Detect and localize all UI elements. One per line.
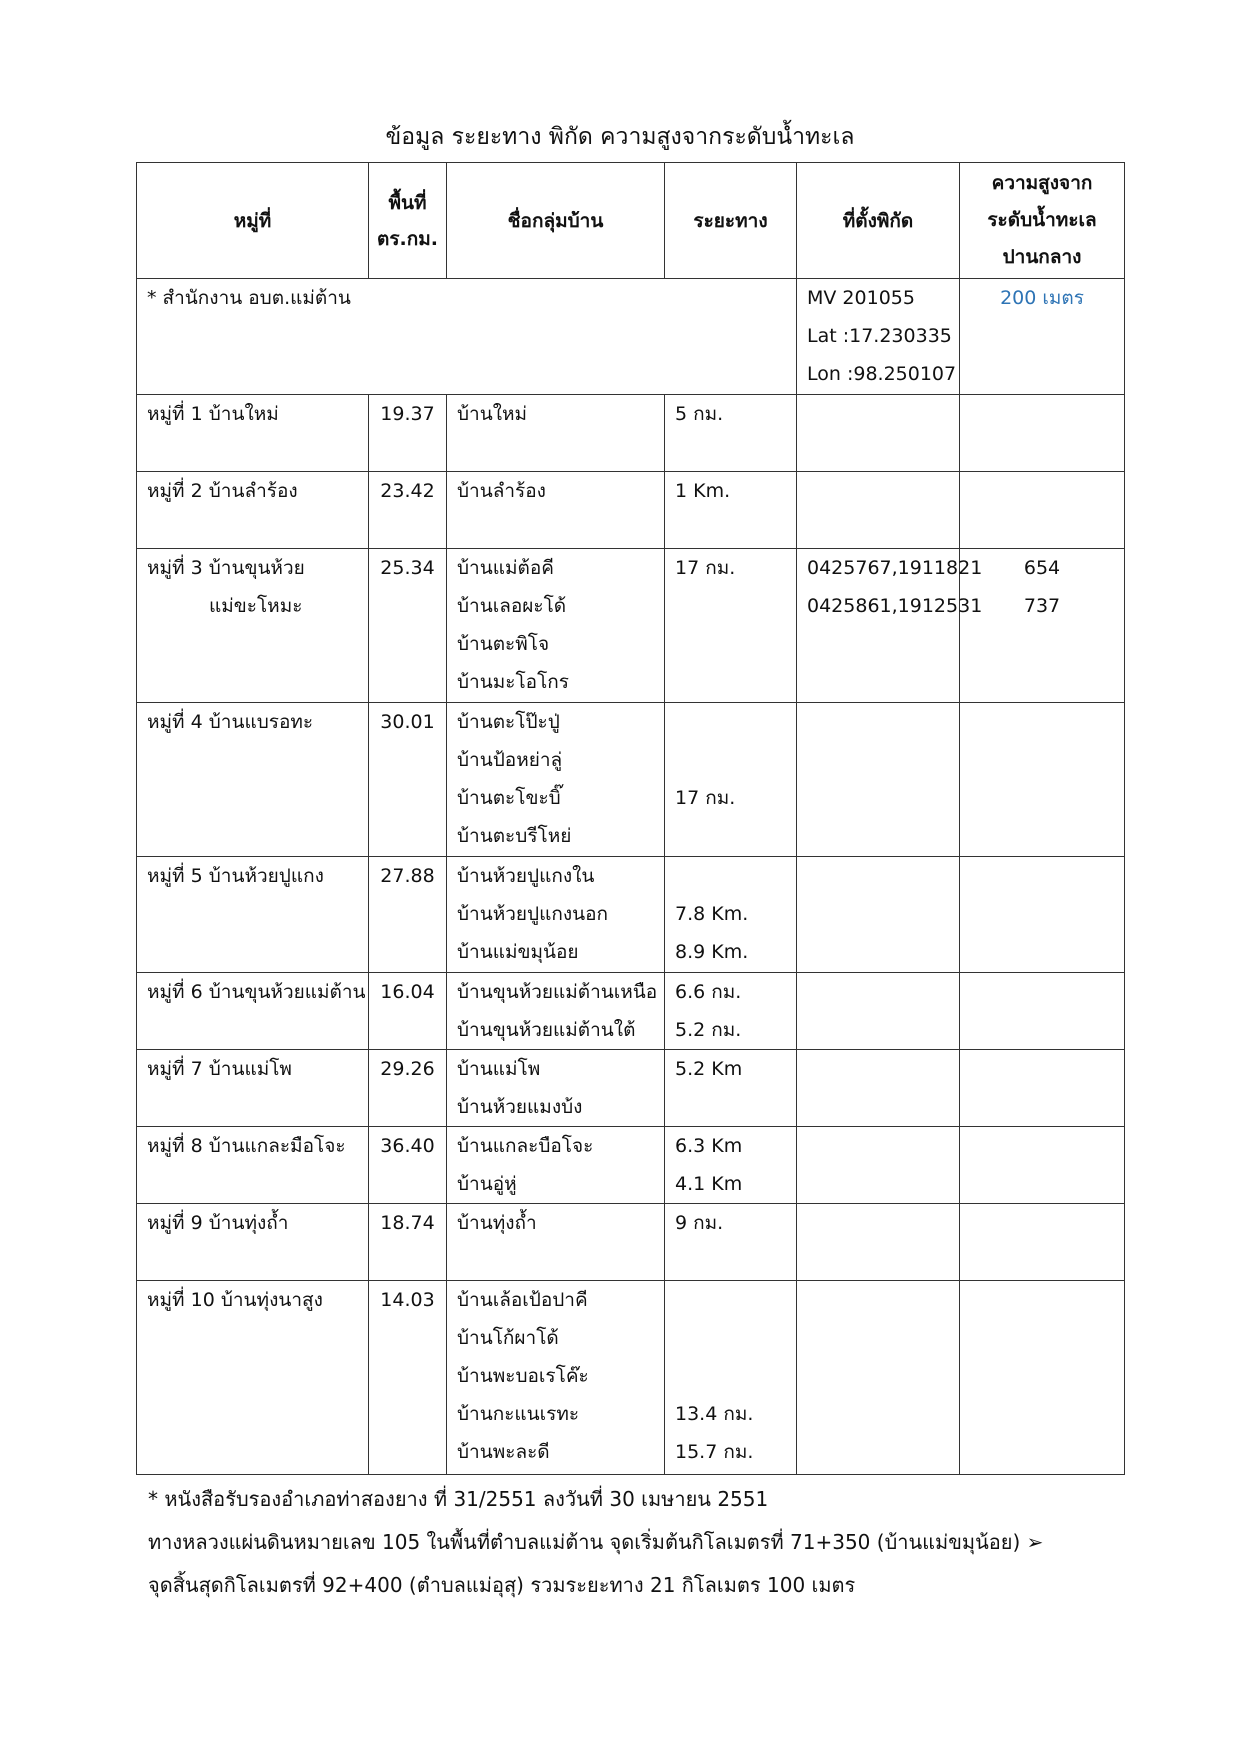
- header-distance: ระยะทาง: [665, 163, 797, 279]
- location-cell: [797, 395, 960, 472]
- area-cell: 30.01: [369, 703, 447, 857]
- location-cell: [797, 1050, 960, 1127]
- village-cell: หมู่ที่ 3 บ้านขุนห้วย แม่ขะโหมะ: [137, 549, 369, 703]
- village-row: [137, 472, 1125, 549]
- village-cell: หมู่ที่ 7 บ้านแม่โพ: [137, 1050, 369, 1127]
- area-cell: 23.42: [369, 472, 447, 549]
- village-cell: หมู่ที่ 8 บ้านแกละมือโจะ: [137, 1127, 369, 1204]
- office-label: * สำนักงาน อบต.แม่ต้าน: [137, 279, 797, 395]
- village-row: [137, 549, 1125, 703]
- elevation-cell: [960, 1204, 1125, 1281]
- distance-cell: 6.6 กม. 5.2 กม.: [665, 973, 797, 1050]
- elevation-cell: [960, 395, 1125, 472]
- clusters-cell: บ้านแม่ต้อคี บ้านเลอผะโด้ บ้านตะพิโจ บ้านมะโอโกร: [447, 549, 665, 703]
- area-cell: 29.26: [369, 1050, 447, 1127]
- distance-cell: 13.4 กม. 15.7 กม.: [665, 1281, 797, 1475]
- clusters-cell: บ้านลำร้อง: [447, 472, 665, 549]
- area-cell: 14.03: [369, 1281, 447, 1475]
- header-location: ที่ตั้งพิกัด: [797, 163, 960, 279]
- area-cell: 18.74: [369, 1204, 447, 1281]
- elevation-cell: [960, 1050, 1125, 1127]
- location-cell: [797, 1204, 960, 1281]
- elevation-cell: [960, 703, 1125, 857]
- office-elevation: 200 เมตร: [960, 279, 1125, 395]
- village-row: [137, 857, 1125, 973]
- clusters-cell: บ้านแกละบือโจะ บ้านอู่หู่: [447, 1127, 665, 1204]
- elevation-cell: [960, 472, 1125, 549]
- elevation-cell: [960, 973, 1125, 1050]
- header-area: พื้นที่ ตร.กม.: [369, 163, 447, 279]
- village-row: [137, 1050, 1125, 1127]
- distance-cell: 7.8 Km. 8.9 Km.: [665, 857, 797, 973]
- distance-cell: 9 กม.: [665, 1204, 797, 1281]
- location-cell: [797, 703, 960, 857]
- distance-cell: 6.3 Km 4.1 Km: [665, 1127, 797, 1204]
- footnote-certificate: * หนังสือรับรองอำเภอท่าสองยาง ที่ 31/2551 ลงวันที่ 30 เมษายน 2551: [148, 1487, 769, 1511]
- location-cell: [797, 973, 960, 1050]
- office-location: MV 201055 Lat :17.230335 Lon :98.250107: [797, 279, 960, 395]
- area-cell: 19.37: [369, 395, 447, 472]
- footnote-highway-end: จุดสิ้นสุดกิโลเมตรที่ 92+400 (ตำบลแม่อุสุ) รวมระยะทาง 21 กิโลเมตร 100 เมตร: [148, 1573, 856, 1597]
- location-cell: [797, 857, 960, 973]
- village-row: [137, 1281, 1125, 1475]
- village-row: [137, 1127, 1125, 1204]
- village-row: [137, 703, 1125, 857]
- location-cell: [797, 1127, 960, 1204]
- elevation-cell: [960, 1281, 1125, 1475]
- page-title: ข้อมูล ระยะทาง พิกัด ความสูงจากระดับน้ำทะเล: [385, 124, 855, 150]
- elevation-cell: [960, 857, 1125, 973]
- village-data-table: [136, 162, 1125, 1475]
- village-row: [137, 395, 1125, 472]
- clusters-cell: บ้านห้วยปูแกงใน บ้านห้วยปูแกงนอก บ้านแม่ขมุน้อย: [447, 857, 665, 973]
- elevation-cell: 654 737: [960, 549, 1125, 703]
- clusters-cell: บ้านแม่โพ บ้านห้วยแมงบ้ง: [447, 1050, 665, 1127]
- distance-cell: 17 กม.: [665, 549, 797, 703]
- area-cell: 16.04: [369, 973, 447, 1050]
- distance-cell: 5 กม.: [665, 395, 797, 472]
- area-cell: 36.40: [369, 1127, 447, 1204]
- area-cell: 27.88: [369, 857, 447, 973]
- distance-cell: 1 Km.: [665, 472, 797, 549]
- distance-cell: 5.2 Km: [665, 1050, 797, 1127]
- clusters-cell: บ้านเล้อเป้อปาคี บ้านโก้ผาโด้ บ้านพะบอเรโค๊ะ บ้านกะแนเรทะ บ้านพะละดี: [447, 1281, 665, 1475]
- header-row: [137, 163, 1125, 279]
- location-cell: 0425767,1911821 0425861,1912531: [797, 549, 960, 703]
- clusters-cell: บ้านขุนห้วยแม่ต้านเหนือ บ้านขุนห้วยแม่ต้านใต้: [447, 973, 665, 1050]
- clusters-cell: บ้านตะโป๊ะปู่ บ้านป้อหย่าลู่ บ้านตะโขะบิ๊ บ้านตะบรีโหย่: [447, 703, 665, 857]
- village-row: [137, 973, 1125, 1050]
- village-cell: หมู่ที่ 1 บ้านใหม่: [137, 395, 369, 472]
- distance-cell: 17 กม.: [665, 703, 797, 857]
- footnotes: [148, 1478, 1108, 1607]
- village-row: [137, 1204, 1125, 1281]
- header-clusters: ชื่อกลุ่มบ้าน: [447, 163, 665, 279]
- clusters-cell: บ้านใหม่: [447, 395, 665, 472]
- header-village: หมู่ที่: [137, 163, 369, 279]
- village-cell: หมู่ที่ 2 บ้านลำร้อง: [137, 472, 369, 549]
- elevation-cell: [960, 1127, 1125, 1204]
- header-elevation: ความสูงจาก ระดับน้ำทะเล ปานกลาง: [960, 163, 1125, 279]
- office-row: [137, 279, 1125, 395]
- location-cell: [797, 1281, 960, 1475]
- clusters-cell: บ้านทุ่งถ้ำ: [447, 1204, 665, 1281]
- village-cell: หมู่ที่ 6 บ้านขุนห้วยแม่ต้าน: [137, 973, 369, 1050]
- village-cell: หมู่ที่ 4 บ้านแบรอทะ: [137, 703, 369, 857]
- location-cell: [797, 472, 960, 549]
- village-cell: หมู่ที่ 5 บ้านห้วยปูแกง: [137, 857, 369, 973]
- area-cell: 25.34: [369, 549, 447, 703]
- village-cell: หมู่ที่ 10 บ้านทุ่งนาสูง: [137, 1281, 369, 1475]
- footnote-highway: ทางหลวงแผ่นดินหมายเลข 105 ในพื้นที่ตำบลแม่ต้าน จุดเริ่มต้นกิโลเมตรที่ 71+350 (บ้านแม่ขมุน้อย) ➢: [148, 1530, 1044, 1554]
- village-cell: หมู่ที่ 9 บ้านทุ่งถ้ำ: [137, 1204, 369, 1281]
